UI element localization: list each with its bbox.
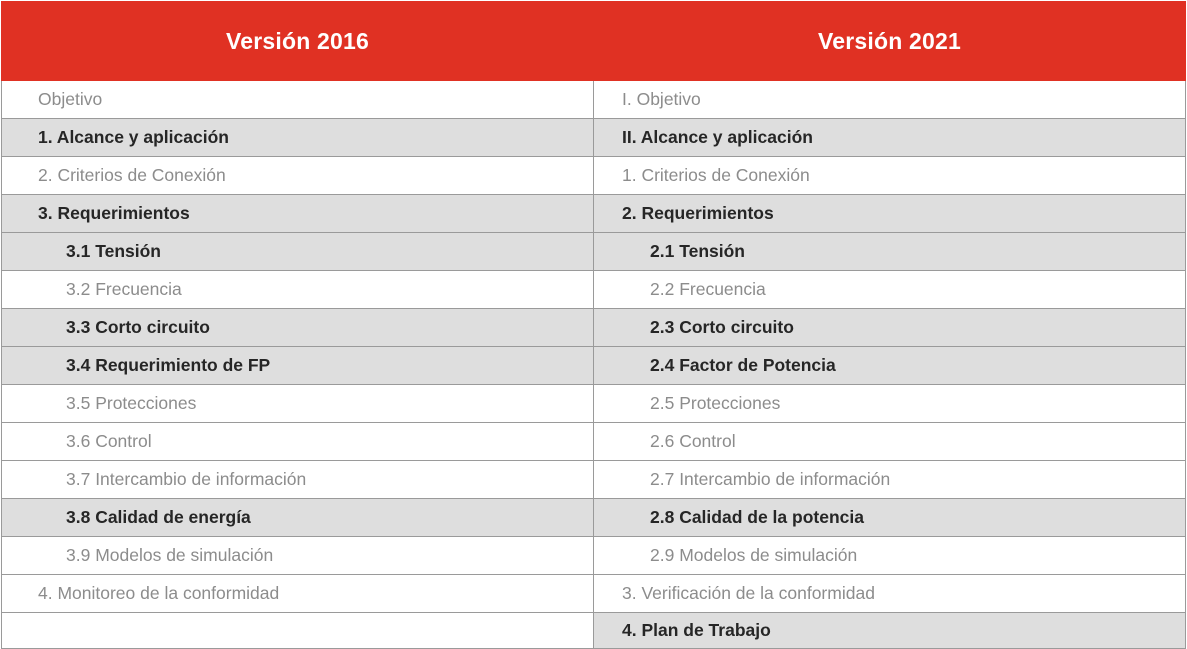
table-row — [2, 157, 1186, 195]
cell-version-2016: 3.2 Frecuencia — [2, 271, 594, 309]
cell-version-2016: 3.3 Corto circuito — [2, 309, 594, 347]
cell-version-2021: 2.7 Intercambio de información — [594, 461, 1186, 499]
cell-version-2016: 3.5 Protecciones — [2, 385, 594, 423]
cell-version-2021: 2.4 Factor de Potencia — [594, 347, 1186, 385]
table-row — [2, 271, 1186, 309]
cell-version-2021: 2.9 Modelos de simulación — [594, 537, 1186, 575]
table-row — [2, 423, 1186, 461]
cell-version-2021: 2.5 Protecciones — [594, 385, 1186, 423]
header-version-2016: Versión 2016 — [2, 2, 594, 81]
table-row — [2, 309, 1186, 347]
cell-version-2021: 2. Requerimientos — [594, 195, 1186, 233]
header-version-2021: Versión 2021 — [594, 2, 1186, 81]
cell-version-2016 — [2, 613, 594, 649]
cell-version-2016: 3.4 Requerimiento de FP — [2, 347, 594, 385]
cell-version-2021: 2.8 Calidad de la potencia — [594, 499, 1186, 537]
version-comparison-table — [1, 1, 1186, 649]
cell-version-2021: I. Objetivo — [594, 81, 1186, 119]
cell-version-2021: 2.6 Control — [594, 423, 1186, 461]
cell-version-2016: 2. Criterios de Conexión — [2, 157, 594, 195]
cell-version-2016: 3.7 Intercambio de información — [2, 461, 594, 499]
cell-version-2016: 3.8 Calidad de energía — [2, 499, 594, 537]
table-row — [2, 575, 1186, 613]
table-row — [2, 195, 1186, 233]
table-row — [2, 81, 1186, 119]
cell-version-2021: 2.3 Corto circuito — [594, 309, 1186, 347]
table-row — [2, 233, 1186, 271]
table-row — [2, 613, 1186, 649]
table-body — [2, 81, 1186, 649]
cell-version-2021: 3. Verificación de la conformidad — [594, 575, 1186, 613]
cell-version-2021: II. Alcance y aplicación — [594, 119, 1186, 157]
cell-version-2016: 3.9 Modelos de simulación — [2, 537, 594, 575]
header-row — [2, 2, 1186, 81]
cell-version-2016: 3.6 Control — [2, 423, 594, 461]
table-row — [2, 385, 1186, 423]
table-row — [2, 119, 1186, 157]
cell-version-2021: 2.1 Tensión — [594, 233, 1186, 271]
cell-version-2021: 4. Plan de Trabajo — [594, 613, 1186, 649]
cell-version-2021: 1. Criterios de Conexión — [594, 157, 1186, 195]
cell-version-2016: 1. Alcance y aplicación — [2, 119, 594, 157]
cell-version-2016: Objetivo — [2, 81, 594, 119]
table-row — [2, 537, 1186, 575]
cell-version-2016: 3. Requerimientos — [2, 195, 594, 233]
cell-version-2021: 2.2 Frecuencia — [594, 271, 1186, 309]
table-row — [2, 499, 1186, 537]
table-row — [2, 461, 1186, 499]
cell-version-2016: 4. Monitoreo de la conformidad — [2, 575, 594, 613]
cell-version-2016: 3.1 Tensión — [2, 233, 594, 271]
table-row — [2, 347, 1186, 385]
